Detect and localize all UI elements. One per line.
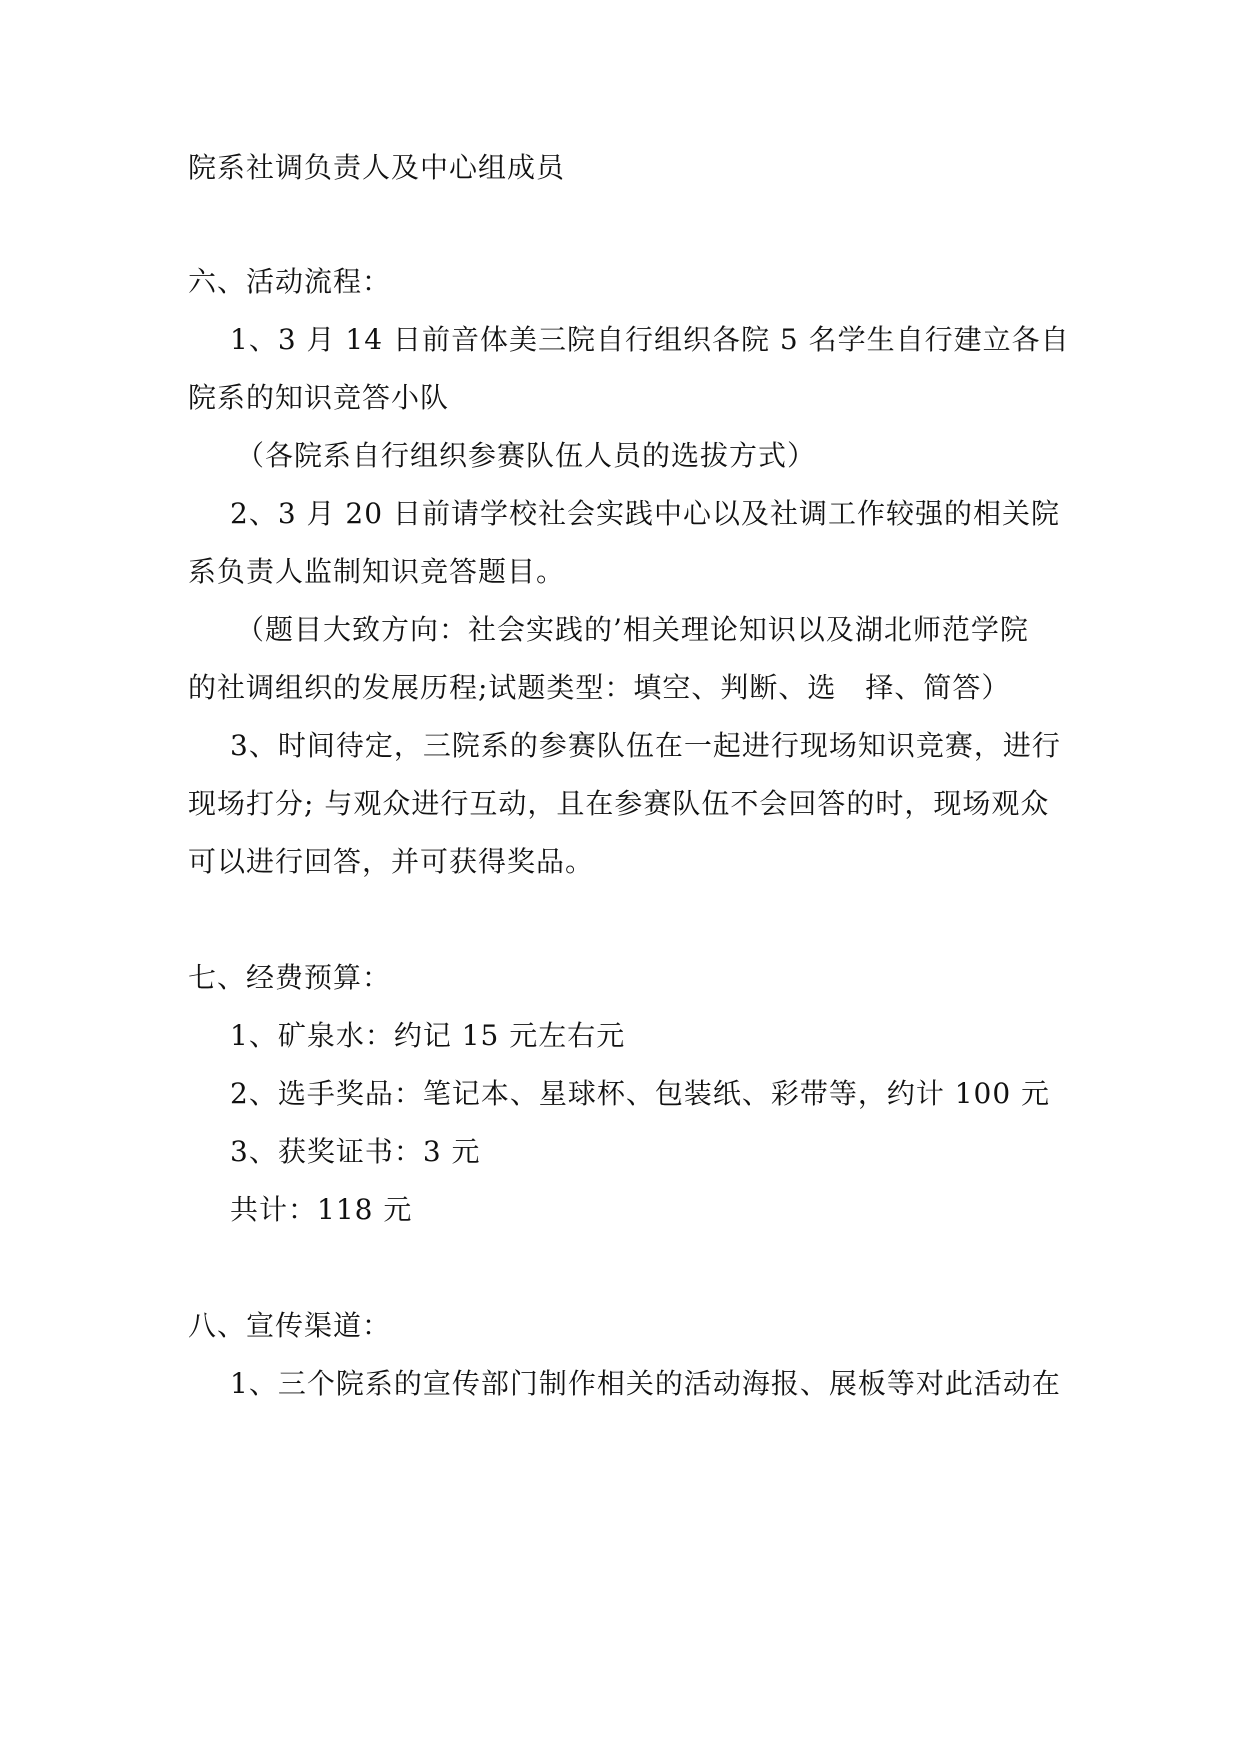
section-heading-budget: 七、经费预算： (188, 961, 392, 994)
text-line-step-3-cont2: 可以进行回答，并可获得奖品。 (188, 845, 595, 878)
text-line-step-3: 3、时间待定，三院系的参赛队伍在一起进行现场知识竞赛，进行 (230, 729, 1061, 762)
text-line-budget-3: 3、获奖证书：3 元 (230, 1135, 481, 1168)
section-heading-promotion: 八、宣传渠道： (188, 1309, 392, 1342)
text-line-step-2-cont: 系负责人监制知识竞答题目。 (188, 555, 566, 588)
text-line-step-1-cont: 院系的知识竞答小队 (188, 381, 450, 414)
text-line-promotion-1: 1、三个院系的宣传部门制作相关的活动海报、展板等对此活动在 (230, 1367, 1061, 1400)
text-line-step-2-note: （题目大致方向：社会实践的’相关理论知识以及湖北师范学院 (236, 613, 1029, 646)
text-line-responsible-persons: 院系社调负责人及中心组成员 (188, 151, 566, 184)
text-line-budget-2: 2、选手奖品：笔记本、星球杯、包装纸、彩带等，约计 100 元 (230, 1077, 1051, 1110)
text-line-step-2: 2、3 月 20 日前请学校社会实践中心以及社调工作较强的相关院 (230, 497, 1060, 530)
text-line-budget-1: 1、矿泉水：约记 15 元左右元 (230, 1019, 626, 1052)
text-line-step-1: 1、3 月 14 日前音体美三院自行组织各院 5 名学生自行建立各自 (230, 323, 1070, 356)
text-line-step-3-cont: 现场打分; 与观众进行互动，且在参赛队伍不会回答的时，现场观众 (188, 787, 1050, 820)
text-line-budget-total: 共计：118 元 (230, 1193, 413, 1226)
text-line-step-1-note: （各院系自行组织参赛队伍人员的选拔方式） (236, 439, 817, 472)
text-line-step-2-note-cont: 的社调组织的发展历程;试题类型：填空、判断、选 择、简答） (188, 671, 1011, 704)
section-heading-activity-flow: 六、活动流程： (188, 265, 392, 298)
